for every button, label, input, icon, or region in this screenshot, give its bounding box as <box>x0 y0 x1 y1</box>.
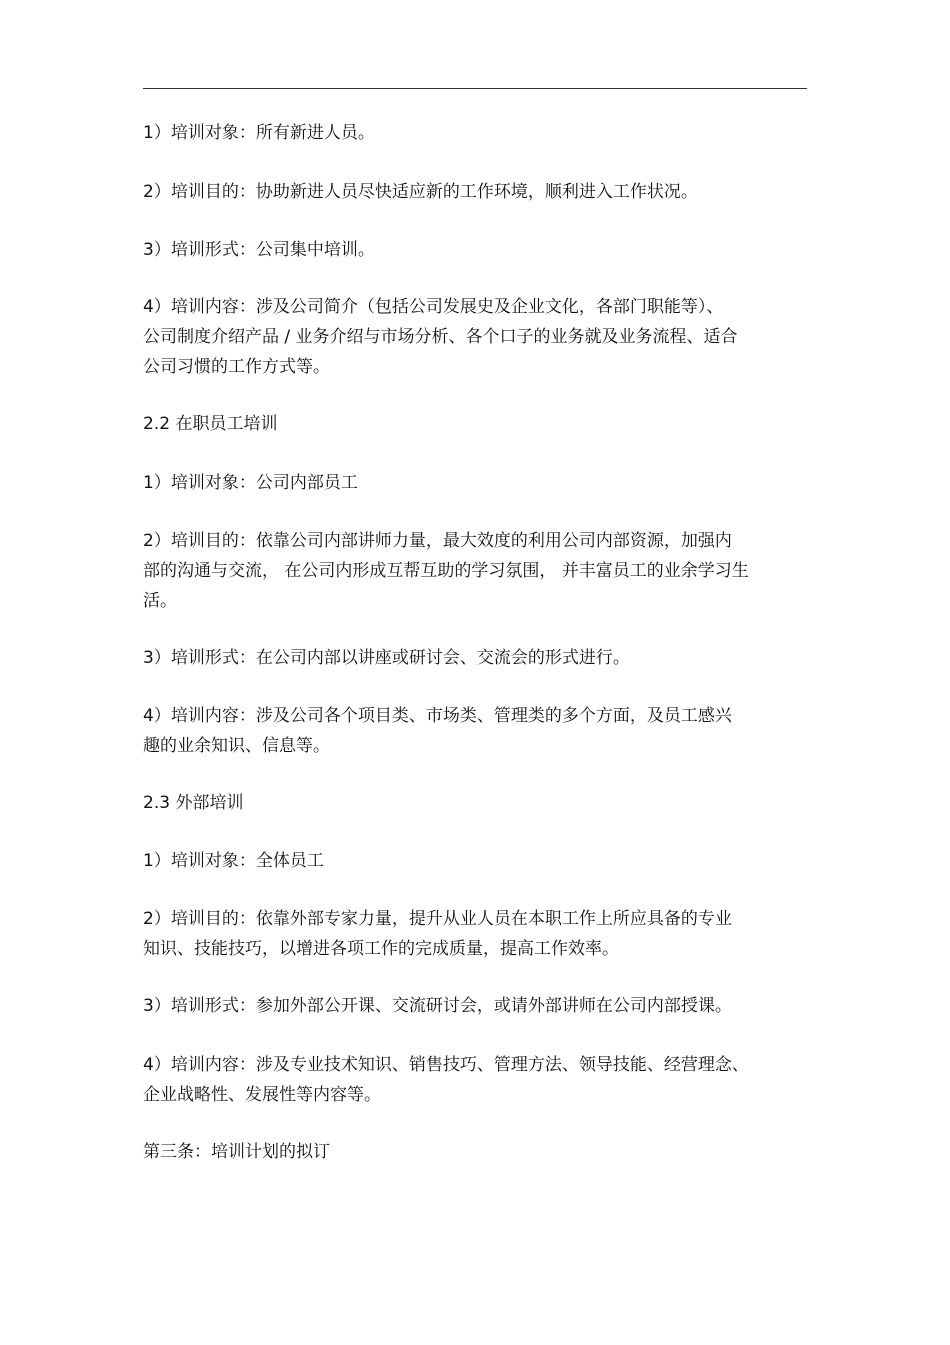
section-heading-in-service-training <box>143 409 807 439</box>
text-line: 2.2 在职员工培训 <box>143 414 278 434</box>
header-rule <box>143 88 807 89</box>
text-line: 4）培训内容：涉及公司各个项目类、市场类、管理类的多个方面，及员工感兴 <box>143 706 732 726</box>
paragraph-new-staff-purpose <box>143 177 807 207</box>
paragraph-external-target <box>143 846 807 876</box>
text-line: 3）培训形式：公司集中培训。 <box>143 240 375 260</box>
text-line: 1）培训对象：全体员工 <box>143 851 324 871</box>
paragraph-external-content <box>143 1050 807 1110</box>
paragraph-new-staff-form <box>143 235 807 265</box>
paragraph-in-service-target <box>143 468 807 498</box>
text-line: 部的沟通与交流， 在公司内形成互帮互助的学习氛围， 并丰富员工的业余学习生 <box>143 561 749 581</box>
paragraph-in-service-form <box>143 643 807 673</box>
text-line: 1）培训对象：所有新进人员。 <box>143 123 375 143</box>
paragraph-new-staff-content <box>143 292 807 382</box>
paragraph-in-service-content <box>143 701 807 761</box>
text-line: 2）培训目的：依靠公司内部讲师力量，最大效度的利用公司内部资源，加强内 <box>143 531 732 551</box>
text-line: 公司习惯的工作方式等。 <box>143 357 330 377</box>
section-heading-external-training <box>143 788 807 818</box>
paragraph-in-service-purpose <box>143 526 807 616</box>
text-line: 第三条：培训计划的拟订 <box>143 1142 330 1162</box>
text-line: 活。 <box>143 591 177 611</box>
text-line: 2.3 外部培训 <box>143 793 244 813</box>
article-heading-training-plan <box>143 1137 807 1167</box>
text-line: 2）培训目的：依靠外部专家力量，提升从业人员在本职工作上所应具备的专业 <box>143 909 732 929</box>
text-line: 企业战略性、发展性等内容等。 <box>143 1085 381 1105</box>
text-line: 知识、技能技巧，以增进各项工作的完成质量，提高工作效率。 <box>143 939 619 959</box>
text-line: 公司制度介绍产品 / 业务介绍与市场分析、各个口子的业务就及业务流程、适合 <box>143 327 738 347</box>
text-line: 趣的业余知识、信息等。 <box>143 736 330 756</box>
text-line: 4）培训内容：涉及公司简介（包括公司发展史及企业文化，各部门职能等）、 <box>143 297 724 317</box>
paragraph-external-purpose <box>143 904 807 964</box>
paragraph-new-staff-target <box>143 118 807 148</box>
text-line: 2）培训目的：协助新进人员尽快适应新的工作环境，顺利进入工作状况。 <box>143 182 698 202</box>
text-line: 1）培训对象：公司内部员工 <box>143 473 358 493</box>
text-line: 4）培训内容：涉及专业技术知识、销售技巧、管理方法、领导技能、经营理念、 <box>143 1055 749 1075</box>
paragraph-external-form <box>143 991 807 1021</box>
text-line: 3）培训形式：参加外部公开课、交流研讨会，或请外部讲师在公司内部授课。 <box>143 996 732 1016</box>
text-line: 3）培训形式：在公司内部以讲座或研讨会、交流会的形式进行。 <box>143 648 630 668</box>
